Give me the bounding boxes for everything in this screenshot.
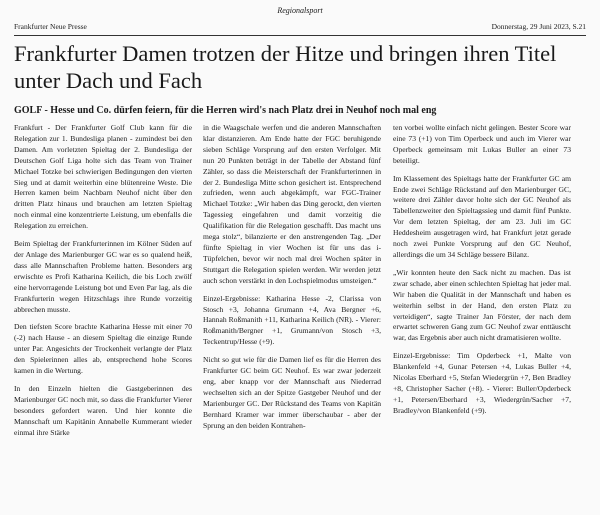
header-row bbox=[14, 22, 586, 34]
publication-name: Frankfurter Neue Presse bbox=[14, 22, 87, 31]
paragraph: Den tiefsten Score brachte Katharina Hesse mit einer 70 (-2) nach Hause - an diesem Spieltag die einzige Runde unter Par. Angesichts der Trockenheit verlangte der Platz den Spielerinnen alles ab, entsprechend hohe Scores kamen in die Wertung. bbox=[14, 322, 192, 376]
paragraph: Nicht so gut wie für die Damen lief es für die Herren des Frankfurter GC beim GC Neuhof. Es war zwar jederzeit eng, aber knapp vor der Mannschaft aus Niederrad wechselten sich an der Spitze Gastgeber Neuhof und der Marienburger GC. Der Rückstand des Teams von Kapitän Bernhard Kramer war immer überschaubar - aber der Sprung an den beiden Kontrahen- bbox=[203, 355, 381, 430]
issue-date: Donnerstag, 29 Juni 2023, S.21 bbox=[491, 22, 586, 31]
paragraph: Frankfurt - Der Frankfurter Golf Club kann für die Relegation zur 1. Bundesliga planen - zumindest bei den Damen. Am vorletzten Spieltag der 2. Bundesliga der Deutschen Golf Liga holte sich das Team von Trainer Michael Totzke bei schwierigen Bedingungen den vierten Sieg und at damit weiterhin eine blütenreine Weste. Die Herren kamen beim Nachbarn Neuhof nicht über den dritten Platz hinaus und brauchen am letzten Spieltag noch einmal eine konzentrierte Leistung, um ebenfalls die Relegation zu erreichen. bbox=[14, 123, 192, 231]
article-column-3 bbox=[393, 123, 571, 424]
paragraph: ten vorbei wollte einfach nicht gelingen. Bester Score war eine 73 (+1) von Tim Operbeck und auch im Vierer war Operbeck gemeinsam mit Lukas Buller an einer 73 beteiligt. bbox=[393, 123, 571, 165]
paragraph: „Wir konnten heute den Sack nicht zu machen. Das ist zwar schade, aber einen schlechten Spieltag hat jeder mal. Wir haben die Qualität in der Mannschaft und haben es weiterhin selbst in der Hand, den ersten Platz zu verteidigen“, sagte Trainer Jan Förster, der nach dem erwartet schweren Gang zum GC Neuhof zwar enttäuscht war, das Ergebnis aber auch nicht dramatisieren wollte. bbox=[393, 267, 571, 343]
article-column-1 bbox=[14, 123, 192, 445]
paragraph: Beim Spieltag der Frankfurterinnen im Kölner Süden auf der Anlage des Marienburger GC war es so qualend heiß, dass alle Mannschaften Probleme hatten. Besonders arg erwischte es Profi Katharina Keilich, die bis Loch zwölf eine hervorragende Leistung bot und Even Par lag, als die Frankfurterin wegen Hitzschlags ihre Runde vorzeitig abbrechen musste. bbox=[14, 239, 192, 314]
headline: Frankfurter Damen trotzen der Hitze und bringen ihren Titel unter Dach und Fach bbox=[14, 41, 557, 93]
paragraph: In den Einzeln hielten die Gastgeberinnen des Marienburger GC noch mit, so dass die Frankfurter Vierer besonders gefordert waren. Und hier konnte die Mannschaft um Kapitänin Annabelle Kummerant wieder einmal ihre Stärke bbox=[14, 383, 192, 437]
header-rule bbox=[14, 35, 586, 36]
paragraph: Einzel-Ergebnisse: Katharina Hesse -2, Clarissa von Stosch +3, Johanna Grumann +4, Ava Bergner +6, Hannah Roßmanith +11, Katharina Keilich (NR). - Vierer: Roßmanith/Bergner +1, Grumann/von Stosch +3, Teckentrup/Hesse (+9). bbox=[203, 293, 381, 347]
subhead: GOLF - Hesse und Co. dürfen feiern, für die Herren wird's nach Platz drei in Neuhof noch mal eng bbox=[14, 105, 437, 116]
article-column-2 bbox=[203, 123, 381, 438]
paragraph: Einzel-Ergebnisse: Tim Opderbeck +1, Malte von Blankenfeld +4, Gunar Petersen +4, Lukas Buller +4, Nicolas Eberhard +5, Stefan Wiedergrün +7, Ben Bradley +8, Christopher Sacher (+8). - Vierer: Buller/Opderbeck +1, Petersen/Eberhard +3, Wiedergrün/Sacher +7, Bradley/von Blankenfeld (+9). bbox=[393, 351, 571, 415]
paragraph: in die Waagschale werfen und die anderen Mannschaften klar distanzieren. Am Ende hatte der FGC beruhigende sieben Schläge Vorsprung auf den ersten Verfolger. Mit nun 20 Punkten beträgt in der Tabelle der Abstand fünf Zähler, so dass die Meisterschaft der Frankfurterinnen in der 2. Bundesliga Mitte schon gesichert ist. Entsprechend zufrieden, wenn auch abgekämpft, war FGC-Trainer Michael Totzke: „Wir haben das Ding gerockt, den vierten Tagessieg eingefahren und damit vorzeitig die Qualifikation für die Relegation geschafft. Das macht uns mega stolz“, bilanzierte er den anstrengenden Tag. „Der fünfte Spieltag in vier Wochen ist für uns das i-Tüpfelchen, bevor wir noch mal drei Wochen später in Stuttgart die Relegation spielen werden. Wir werden jetzt auch schon verstärkt in den Lochspielmodus umsteigen.“ bbox=[203, 123, 381, 285]
paragraph: Im Klassement des Spieltags hatte der Frankfurter GC am Ende zwei Schläge Rückstand auf den Marienburger GC, weitere drei Zähler davor holte sich der GC Neuhof als Tabellenzweiter den Spieltagssieg und damit fünf Punkte. Vor dem letzten Spieltag, der am 23. Juli im GC Heddesheim ausgetragen wird, hat Frankfurt jetzt gerade noch zwei Punkte Vorsprung auf den GC Neuhof, allerdings die um 34 Schläge bessere Bilanz. bbox=[393, 173, 571, 259]
section-label: Regionalsport bbox=[277, 6, 323, 15]
